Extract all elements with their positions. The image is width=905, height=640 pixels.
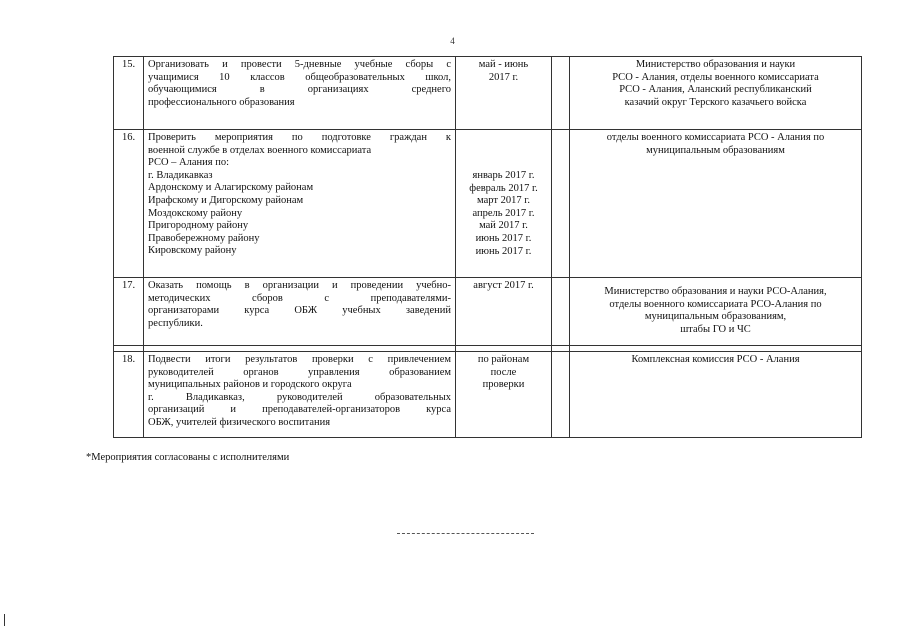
task-line: Ирафскому и Дигорскому районам [148, 194, 304, 206]
date-line: июнь 2017 г. [475, 232, 532, 244]
executor-line: РСО - Алания, отделы военного комиссариата [612, 71, 819, 83]
task-line: организаций и преподавателей-организаторов курса [148, 404, 451, 416]
closing-rule [397, 533, 534, 534]
row-number: 16. [114, 130, 144, 278]
task-line: Правобережному району [148, 232, 260, 244]
task-line: г. Владикавказ, руководителей образовательных [148, 391, 451, 403]
task-line: муниципальных районов и городского округа [148, 379, 352, 391]
date-line: по районам [477, 354, 530, 365]
executor-cell [570, 352, 862, 438]
task-line: Моздокскому району [148, 207, 243, 219]
executor-cell [570, 130, 862, 278]
spacer-cell [552, 57, 570, 130]
task-line: руководителей органов управления образованием [148, 366, 451, 378]
table-row-17 [114, 278, 862, 346]
task-cell [144, 352, 456, 438]
spacer-cell [552, 278, 570, 346]
task-line: Оказать помощь в организации и проведении учебно- [148, 280, 451, 291]
task-cell [144, 278, 456, 346]
task-line: РСО – Алания по: [148, 157, 230, 169]
date-line: май 2017 г. [479, 220, 528, 232]
row-number: 17. [114, 278, 144, 346]
date-cell [456, 352, 552, 438]
task-cell [144, 57, 456, 130]
executor-line: Министерство образования и науки [635, 59, 796, 70]
table-row-16 [114, 130, 862, 278]
date-line: после [490, 366, 517, 378]
row-number: 18. [114, 352, 144, 438]
task-line: учащимися 10 классов общеобразовательных школ, [148, 71, 451, 83]
executor-line: штабы ГО и ЧС [680, 323, 751, 335]
events-plan-table [113, 56, 862, 438]
executor-line: отделы военного комиссариата РСО - Алания по [606, 132, 825, 143]
task-line: г. Владикавказ [148, 169, 213, 181]
task-line: профессионального образования [148, 96, 295, 108]
executor-cell [570, 57, 862, 130]
task-line: ОБЖ, учителей физического воспитания [148, 416, 331, 428]
page-number: 4 [450, 36, 455, 46]
executor-line: Комплексная комиссия РСО - Алания [631, 354, 800, 365]
date-line: январь 2017 г. [472, 170, 535, 181]
date-line: проверки [482, 379, 525, 391]
task-line: организаторами курса ОБЖ учебных заведений [148, 305, 451, 317]
spacer-cell [552, 352, 570, 438]
date-line: март 2017 г. [477, 195, 530, 207]
task-line: Пригородному району [148, 220, 249, 232]
executor-cell [570, 278, 862, 346]
task-line: обучающимися в организациях среднего [148, 84, 451, 96]
row-number: 15. [114, 57, 144, 130]
date-line: август 2017 г. [473, 280, 534, 291]
task-line: республики. [148, 317, 203, 329]
task-line: Организовать и провести 5-дневные учебные сборы с [148, 59, 451, 70]
executor-line: Министерство образования и науки РСО-Алания, [604, 286, 827, 297]
executor-line: РСО - Алания, Аланский республиканский [619, 84, 812, 96]
date-line: апрель 2017 г. [472, 207, 535, 219]
date-line: май - июнь [478, 59, 529, 70]
executor-line: казачий округ Терского казачьего войска [624, 96, 807, 108]
scan-edge-mark [4, 614, 5, 626]
date-cell [456, 130, 552, 278]
task-line: Подвести итоги результатов проверки с привлечением [148, 354, 451, 365]
footnote: *Мероприятия согласованы с исполнителями [86, 452, 290, 463]
executor-line: муниципальным образованиям [646, 144, 785, 156]
task-cell [144, 130, 456, 278]
task-line: Ардонскому и Алагирскому районам [148, 182, 314, 194]
date-line: февраль 2017 г. [469, 182, 538, 194]
date-line: 2017 г. [488, 71, 519, 83]
date-cell [456, 57, 552, 130]
task-line: Проверить мероприятия по подготовке граждан к [148, 132, 451, 143]
table-row-18 [114, 352, 862, 438]
date-cell [456, 278, 552, 346]
table-row-15 [114, 57, 862, 130]
executor-line: отделы военного комиссариата РСО-Алания по [609, 298, 822, 310]
executor-line: муниципальным образованиям, [644, 311, 787, 323]
spacer-cell [552, 130, 570, 278]
date-line: июнь 2017 г. [475, 245, 532, 257]
task-line: Кировскому району [148, 245, 237, 257]
task-line: методических сборов с преподавателями- [148, 292, 451, 304]
task-line: военной службе в отделах военного комиссариата [148, 144, 372, 156]
